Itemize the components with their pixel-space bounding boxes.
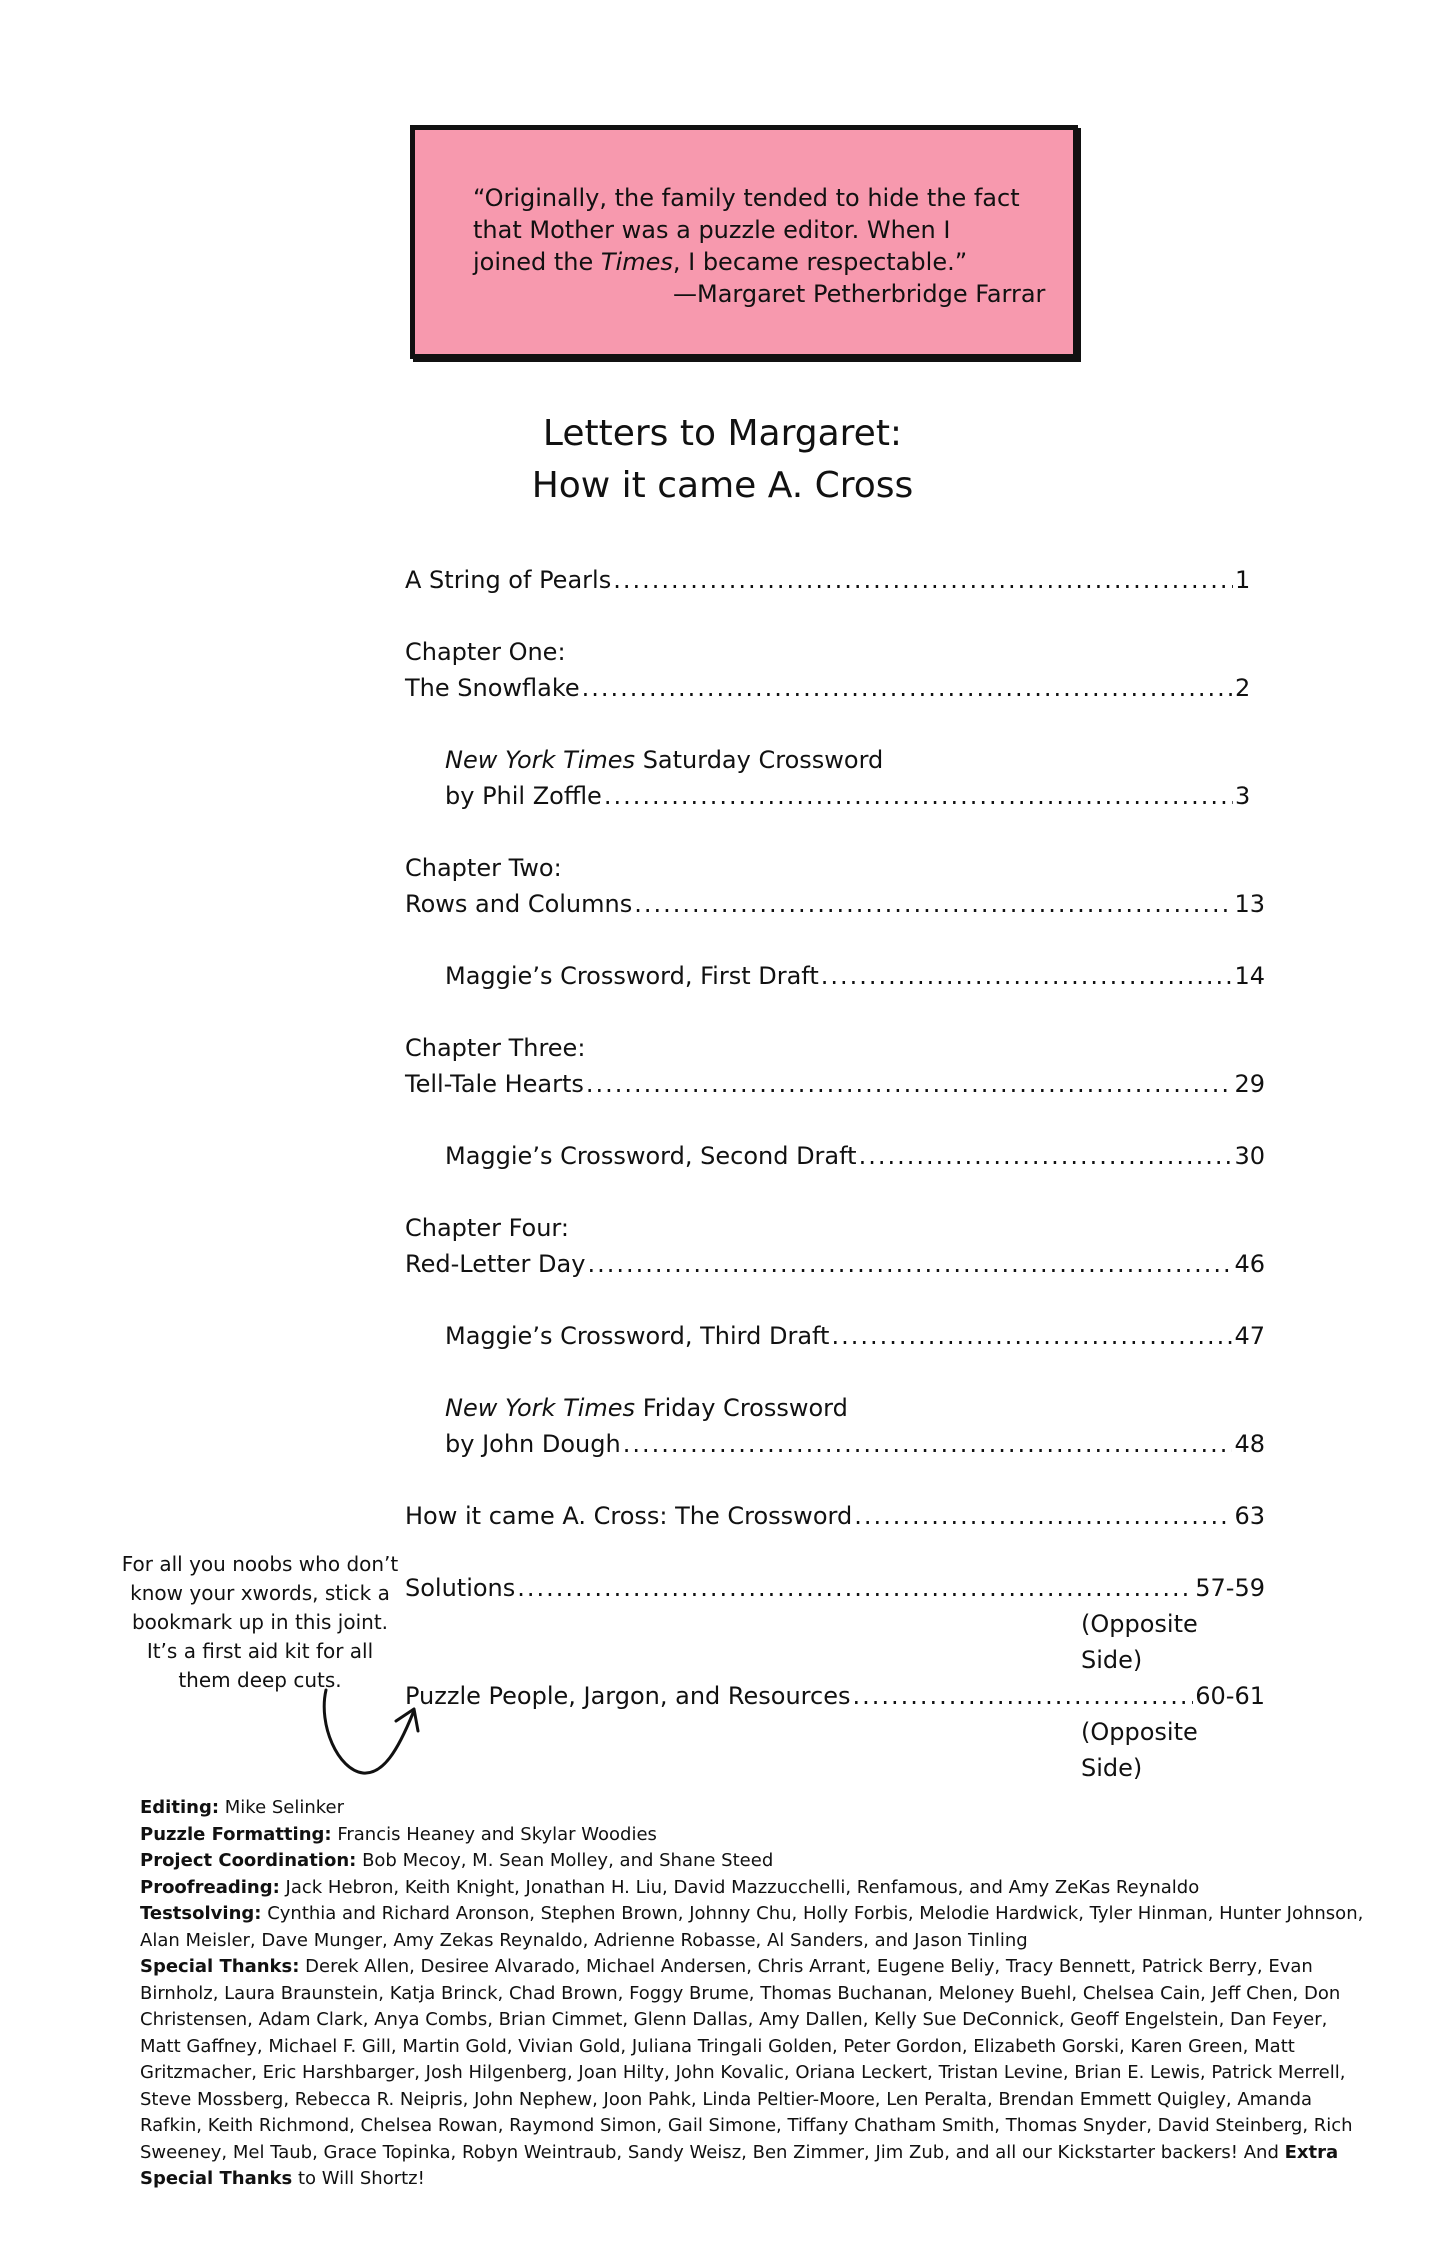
toc-entry [405,1138,1265,1174]
toc-page: 3 [1235,782,1251,810]
toc-page: 57-59 [1195,1574,1265,1602]
quote-times: Times [600,248,673,276]
toc-heading: Chapter Four: [405,1214,569,1242]
credit-role: Extra Special Thanks [140,2141,1339,2189]
credits [140,1795,1370,2193]
toc-label: Tell-Tale Hearts [405,1070,584,1098]
toc-page: 63 [1234,1502,1265,1530]
toc-page: 48 [1234,1430,1265,1458]
toc-heading-rest: Friday Crossword [635,1394,848,1422]
credit-names: Mike Selinker [219,1797,345,1818]
toc-heading-italic: New York Times [445,746,636,774]
page-title [0,408,1445,512]
toc-label: How it came A. Cross: The Crossword [405,1502,853,1530]
toc-label: Red-Letter Day [405,1250,586,1278]
credit-coordination [140,1848,1370,1875]
toc-entry [405,958,1265,994]
toc-label: Maggie’s Crossword, Second Draft [445,1142,857,1170]
quote-line-3b: , I became respectable.” [672,248,968,276]
credit-role: Puzzle Formatting: [140,1823,332,1845]
toc-label: Rows and Columns [405,890,633,918]
curved-arrow-icon [318,1685,428,1785]
quote-attribution: —Margaret Petherbridge Farrar [673,280,1046,308]
toc-page: 2 [1235,674,1251,702]
toc-page: 1 [1235,566,1251,594]
credit-formatting [140,1822,1370,1849]
toc-page: 29 [1234,1070,1265,1098]
quote-text [473,182,1053,310]
credit-names: Jack Hebron, Keith Knight, Jonathan H. Liu, David Mazzucchelli, Renfamous, and Amy ZeKas Reynaldo [279,1876,1200,1898]
toc-label: Maggie’s Crossword, First Draft [445,962,819,990]
toc-label: Maggie’s Crossword, Third Draft [445,1322,830,1350]
toc-note: (Opposite Side) [1081,1610,1198,1674]
credit-names: Derek Allen, Desiree Alvarado, Michael Andersen, Chris Arrant, Eugene Beliy, Tracy Bennett, Patrick Berry, Evan Birnholz, Laura Braunstein, Katja Brinck, Chad Brown, Foggy Brume, Thomas Buchanan, Meloney Buehl, Chelsea Cain, Jeff Chen, Don Christensen, Adam Clark, Anya Combs, Brian Cimmet, Glenn Dallas, Amy Dallen, Kelly Sue DeConnick, Geoff Engelstein, Dan Feyer, Matt Gaffney, Michael F. Gill, Martin Gold, Vivian Gold, Juliana Tringali Golden, Peter Gordon, Elizabeth Gorski, Karen Green, Matt Gritzmacher, Eric Harshbarger, Josh Hilgenberg, Joan Hilty, John Kovalic, Oriana Leckert, Tristan Levine, Brian E. Lewis, Patrick Merrell, Steve Mossberg, Rebecca R. Neipris, John Nephew, Joon Pahk, Linda Peltier-Moore, Len Peralta, Brendan Emmett Quigley, Amanda Rafkin, Keith Richmond, Chelsea Rowan, Raymond Simon, Gail Simone, Tiffany Chatham Smith, Thomas Snyder, David Steinberg, Rich Sweeney, Mel Taub, Grace Topinka, Robyn Weintraub, Sandy Weisz, Ben Zimmer, Jim Zub, and all our Kickstarter backers! And [140,1956,1353,2163]
quote-box [410,125,1078,359]
credit-testsolving [140,1901,1370,1954]
credit-names: Francis Heaney and Skylar Woodies [331,1823,657,1845]
credit-role: Proofreading: [140,1876,280,1898]
toc-note: (Opposite Side) [1081,1718,1198,1782]
credit-role: Project Coordination: [140,1850,357,1871]
toc-page: 30 [1234,1142,1265,1170]
toc-heading: Chapter Two: [405,854,562,882]
toc-entry [405,562,1265,598]
toc-page: 46 [1234,1250,1265,1278]
toc-entry [405,1498,1265,1534]
toc-label: Solutions [405,1574,516,1602]
toc-entry [405,1318,1265,1354]
toc-page: 47 [1234,1322,1265,1350]
credit-special-thanks [140,1954,1370,2193]
credit-proofreading [140,1875,1370,1902]
toc-heading-rest: Saturday Crossword [635,746,884,774]
sidenote: For all you noobs who don’t know your xwords, stick a bookmark up in this joint. It’s a first aid kit for all them deep cuts. [121,1552,399,1692]
credit-names: Cynthia and Richard Aronson, Stephen Brown, Johnny Chu, Holly Forbis, Melodie Hardwick, Tyler Hinman, Hunter Johnson, Alan Meisler, Dave Munger, Amy Zekas Reynaldo, Adrienne Robasse, Al Sanders, and Jason Tinling [140,1903,1364,1951]
toc-page: 13 [1234,890,1265,918]
credit-role: Testsolving: [140,1903,262,1924]
toc-heading [445,1390,1265,1426]
toc-label: Puzzle People, Jargon, and Resources [405,1682,851,1710]
toc-heading: Chapter One: [405,638,566,666]
toc-heading: Chapter Three: [405,1034,586,1062]
credit-names: to Will Shortz! [292,2168,425,2189]
credit-role: Editing: [140,1797,220,1818]
toc-entry [405,1390,1265,1462]
toc-entry [405,634,1265,706]
toc-entry [405,1030,1265,1102]
toc-label: by Phil Zoffle [445,782,602,810]
toc-heading-italic: New York Times [445,1394,636,1422]
toc-label: The Snowflake [405,674,580,702]
toc-page: 60-61 [1195,1682,1265,1710]
toc-heading [445,742,1265,778]
credit-names: Bob Mecoy, M. Sean Molley, and Shane Steed [356,1850,774,1871]
quote-line-2: that Mother was a puzzle editor. When I [473,216,951,244]
toc-page: 14 [1234,962,1265,990]
toc-entry [405,1570,1265,1678]
title-line-2: How it came A. Cross [531,465,914,506]
quote-line-3a: joined the [473,248,601,276]
credit-editing [140,1795,1370,1822]
toc-entry [405,1678,1265,1786]
toc-label: A String of Pearls [405,566,612,594]
title-line-1: Letters to Margaret: [542,413,903,454]
toc-entry [405,1210,1265,1282]
toc-label: by John Dough [445,1430,621,1458]
credit-role: Special Thanks: [140,1956,300,1977]
toc-entry [405,742,1265,814]
toc-entry [405,850,1265,922]
quote-line-1: “Originally, the family tended to hide the fact [473,184,1020,212]
